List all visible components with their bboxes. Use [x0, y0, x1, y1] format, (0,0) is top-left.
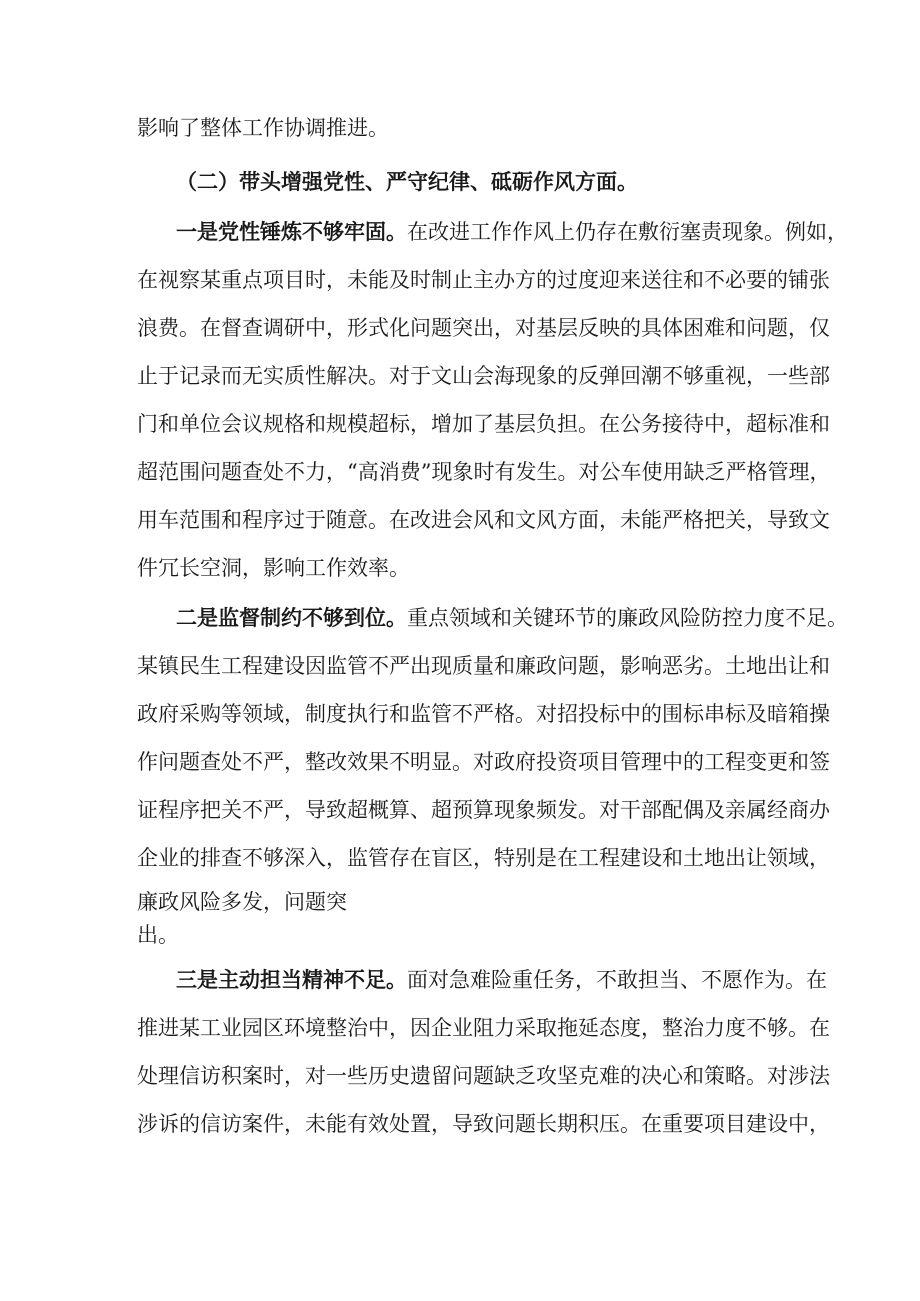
paragraph-3-text: 面对急难险重任务，不敢担当、不愿作为。在 [407, 968, 827, 992]
text-line: 件冗长空洞，影响工作效率。 [137, 556, 410, 580]
text-line: 证程序把关不严，导致超概算、超预算现象频发。对干部配偶及亲属经商办 [137, 798, 830, 822]
text-line: 出。 [137, 923, 179, 947]
paragraph-1-text: 在改进工作作风上仍存在敷衍塞责现象。例如， [407, 220, 848, 244]
text-line: 用车范围和程序过于随意。在改进会风和文风方面，未能严格把关，导致文 [137, 508, 830, 532]
text-line: 浪费。在督查调研中，形式化问题突出，对基层反映的具体困难和问题，仅 [137, 316, 830, 340]
text-line: 超范围问题查处不力，“高消费”现象时有发生。对公车使用缺乏严格管理， [137, 460, 831, 484]
paragraph-1-first-line [176, 217, 848, 247]
section-heading: （二）带头增强党性、严守纪律、砥砺作风方面。 [176, 170, 638, 194]
paragraph-2-lead: 二是监督制约不够到位。 [176, 606, 407, 630]
paragraph-1-lead: 一是党性锤炼不够牢固。 [176, 220, 407, 244]
text-line: 作问题查处不严，整改效果不明显。对政府投资项目管理中的工程变更和签 [137, 750, 830, 774]
text-line: 处理信访积案时，对一些历史遗留问题缺乏攻坚克难的决心和策略。对涉法 [137, 1064, 830, 1088]
paragraph-3-lead: 三是主动担当精神不足。 [176, 968, 407, 992]
text-line: 企业的排查不够深入，监管存在盲区，特别是在工程建设和土地出让领域， [137, 846, 830, 870]
text-line: 在视察某重点项目时，未能及时制止主办方的过度迎来送往和不必要的铺张 [137, 268, 830, 292]
text-line: 某镇民生工程建设因监管不严出现质量和廉政问题，影响恶劣。土地出让和 [137, 654, 830, 678]
text-line: 止于记录而无实质性解决。对于文山会海现象的反弹回潮不够重视，一些部 [137, 364, 830, 388]
paragraph-3-first-line [176, 965, 827, 995]
paragraph-2-first-line [176, 603, 848, 633]
text-line: 涉诉的信访案件，未能有效处置，导致问题长期积压。在重要项目建设中， [137, 1112, 830, 1136]
text-line: 廉政风险多发，问题突 [137, 890, 347, 914]
text-line: 影响了整体工作协调推进。 [137, 116, 389, 140]
paragraph-2-text: 重点领域和关键环节的廉政风险防控力度不足。 [407, 606, 848, 630]
text-line: 推进某工业园区环境整治中，因企业阻力采取拖延态度，整治力度不够。在 [137, 1016, 830, 1040]
text-line: 门和单位会议规格和规模超标，增加了基层负担。在公务接待中，超标准和 [137, 412, 830, 436]
text-line: 政府采购等领域，制度执行和监管不严格。对招投标中的围标串标及暗箱操 [137, 702, 830, 726]
